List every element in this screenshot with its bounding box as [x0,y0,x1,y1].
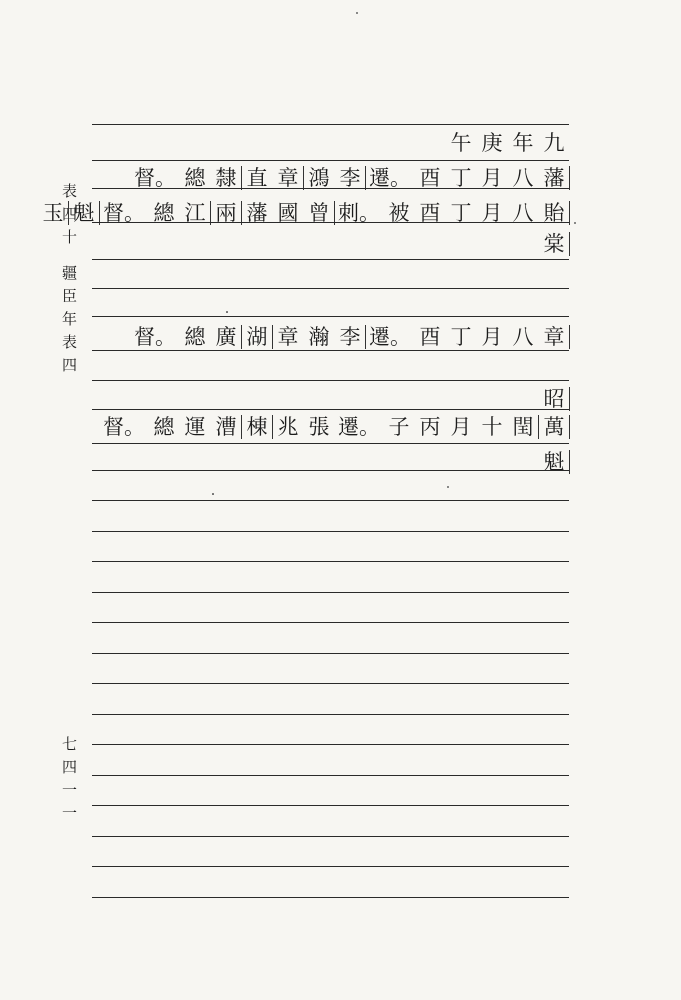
table-row [442,128,566,158]
table-cell-char: 月 [481,201,503,225]
side-label-char: 十 [62,228,78,246]
table-rule [92,866,569,867]
scan-speck [574,222,576,224]
table-cell-char: 湖 [245,322,269,352]
table-cell-char: 鴻 [308,166,330,190]
table-rule [92,622,569,623]
table-rule [92,775,569,776]
side-label-char: 表 [62,333,78,351]
table-cell-char: 酉 [419,325,441,349]
table-cell-char: 廣 [214,322,238,352]
table-cell-char: 丁 [450,325,472,349]
scan-speck [226,311,228,313]
page-number-char: 七 [62,735,78,753]
table-cell-char: 丁 [450,166,472,190]
table-rule [92,288,569,289]
table-cell-char: 丙 [419,415,441,439]
table-rule [92,350,569,351]
table-rule [92,222,569,223]
table-row [535,229,566,259]
table-cell-char: 運 [184,415,206,439]
table-cell-char: 貽 [542,198,566,228]
table-cell-char: 遷。 [338,415,380,439]
table-rule [92,160,569,161]
table-rule [92,653,569,654]
table-rule [92,805,569,806]
table-rule [92,744,569,745]
table-rule [92,443,569,444]
table-cell-char: 總 [153,415,175,439]
table-rule [92,714,569,715]
table-cell-char: 章 [276,163,300,193]
table-rule [92,500,569,501]
table-cell-char: 曾 [307,198,331,228]
side-label-char: 年 [62,310,78,328]
table-rule [92,409,569,410]
table-cell-char: 總 [184,166,206,190]
scan-speck [356,12,358,14]
page-number [62,733,77,825]
table-cell-char: 昭 [542,384,566,414]
table-cell-char: 遷。 [369,325,411,349]
table-cell-char: 漕 [214,412,238,442]
table-cell-char: 酉 [419,166,441,190]
table-cell-char: 督。 [134,166,176,190]
table-cell-char: 魁 [72,198,96,228]
table-cell-char: 江 [183,198,207,228]
table-rule [92,124,569,125]
table-cell-char: 兆 [277,415,299,439]
table-rule [92,561,569,562]
table-rule [92,836,569,837]
table-cell-char: 八 [512,325,534,349]
table-cell-char: 藩 [246,201,268,225]
table-cell-char: 兩 [214,198,238,228]
table-cell-char: 李 [338,322,362,352]
table-cell-char: 玉 [41,198,65,228]
table-rule [92,592,569,593]
table-cell-char: 閏 [511,412,535,442]
table-cell-char: 章 [277,325,299,349]
scan-speck [447,486,449,488]
table-rule [92,470,569,471]
table-cell-char: 督。 [103,201,145,225]
table-cell-char: 刺。 [338,201,380,225]
table-cell-char: 藩 [542,163,566,193]
table-cell-char: 督。 [134,325,176,349]
table-rule [92,531,569,532]
table-rule [92,380,569,381]
side-label-char: 臣 [62,287,78,305]
table-cell-char: 酉 [419,201,441,225]
table-cell-char: 月 [450,415,472,439]
table-cell-char: 章 [542,322,566,352]
table-rule [92,897,569,898]
table-row [34,198,566,228]
table-cell-char: 九 [543,131,565,155]
table-row [96,412,566,442]
table-rule [92,259,569,260]
table-cell-char: 李 [338,163,362,193]
table-cell-char: 八 [512,166,534,190]
table-cell-char: 子 [388,415,410,439]
side-label-char: 四 [62,205,78,223]
table-cell-char: 十 [481,415,503,439]
table-cell-char: 年 [512,131,534,155]
table-cell-char: 月 [481,166,503,190]
side-label-char: 四 [62,356,78,374]
table-cell-char: 總 [153,201,175,225]
table-cell-char: 總 [184,325,206,349]
page-number-char: 四 [62,758,78,776]
table-cell-char: 國 [277,201,299,225]
table-row [127,322,566,352]
table-cell-char: 張 [308,415,330,439]
page-number-char: 一 [62,781,78,799]
side-label-char: 表 [62,182,78,200]
table-cell-char: 直 [246,166,268,190]
table-rule [92,316,569,317]
table-cell-char: 午 [450,131,472,155]
table-cell-char: 丁 [450,201,472,225]
table-row [535,447,566,477]
table-cell-char: 萬 [542,412,566,442]
side-label-section [62,262,77,377]
scan-speck [212,493,214,495]
table-cell-char: 魁 [542,447,566,477]
table-cell-char: 庚 [481,131,503,155]
table-cell-char: 督。 [103,415,145,439]
table-cell-char: 瀚 [308,325,330,349]
table-cell-char: 被 [388,201,410,225]
table-rule [92,683,569,684]
page-number-char: 一 [62,804,78,822]
table-rule [92,188,569,189]
table-cell-char: 棠 [542,229,566,259]
table-cell-char: 遷。 [369,166,411,190]
table-cell-char: 月 [481,325,503,349]
table-cell-char: 隸 [214,163,238,193]
table-cell-char: 八 [512,201,534,225]
side-label-char: 疆 [62,264,78,282]
table-cell-char: 棟 [245,412,269,442]
